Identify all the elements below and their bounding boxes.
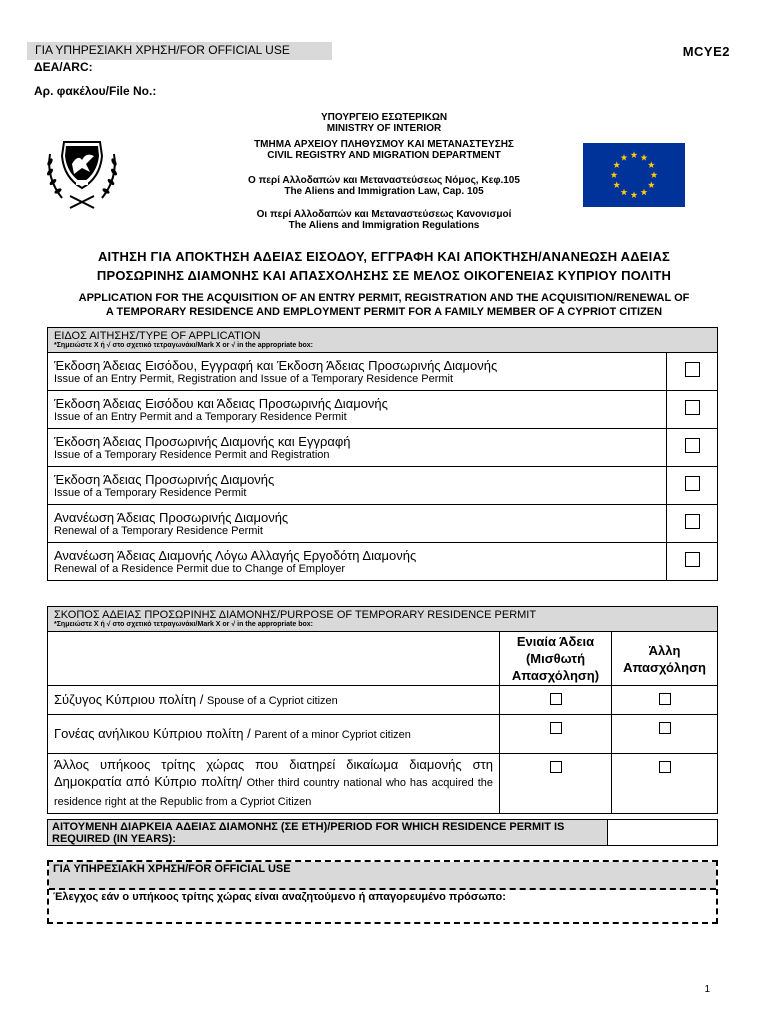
official-use-label: ΓΙΑ ΥΠΗΡΕΣΙΑΚΗ ΧΡΗΣΗ/FOR OFFICIAL USE	[35, 43, 290, 57]
application-option-row	[48, 429, 718, 467]
other-employment-checkbox[interactable]	[659, 761, 671, 773]
purpose-note: *Σημειώστε Χ ή √ στο σχετικό τετραγωνάκι/Mark X or √ in the appropriate box:	[54, 621, 313, 628]
application-option-row	[48, 505, 718, 543]
purpose-label-en: Other third country national who has acquired the residence right at the Republic from a Cypriot Citizen	[54, 777, 493, 808]
purpose-row	[48, 715, 718, 754]
option-checkbox[interactable]	[685, 438, 700, 453]
application-type-title: ΕΙΔΟΣ ΑΙΤΗΣΗΣ/TYPE OF APPLICATION	[54, 330, 261, 342]
option-checkbox[interactable]	[685, 476, 700, 491]
option-label-gr: Ανανέωση Άδειας Διαμονής Λόγω Αλλαγής Εργοδότη Διαμονής	[54, 547, 417, 563]
regulations-en: The Aliens and Immigration Regulations	[288, 220, 480, 231]
option-label-gr: Ανανέωση Άδειας Προσωρινής Διαμονής	[54, 509, 289, 525]
option-label-gr: Έκδοση Άδειας Προσωρινής Διαμονής	[54, 471, 275, 487]
dept-en: CIVIL REGISTRY AND MIGRATION DEPARTMENT	[267, 150, 501, 161]
application-option-row	[48, 391, 718, 429]
purpose-row	[48, 686, 718, 715]
purpose-col-single-permit: Ενιαία Άδεια (Μισθωτή Απασχόληση)	[500, 632, 612, 686]
application-type-heading	[48, 328, 718, 353]
official-use-strip	[27, 42, 332, 60]
single-permit-checkbox[interactable]	[550, 722, 562, 734]
file-no-label: Αρ. φακέλου/File No.:	[34, 84, 157, 98]
official-use-box	[47, 860, 718, 924]
option-checkbox[interactable]	[685, 400, 700, 415]
official-use-box-heading: ΓΙΑ ΥΠΗΡΕΣΙΑΚΗ ΧΡΗΣΗ/FOR OFFICIAL USE	[49, 862, 716, 890]
title-gr-line1: ΑΙΤΗΣΗ ΓΙΑ ΑΠΟΚΤΗΣΗ ΑΔΕΙΑΣ ΕΙΣΟΔΟΥ, ΕΓΓΡΑΦΗ ΚΑΙ ΑΠΟΚΤΗΣΗ/ΑΝΑΝΕΩΣΗ ΑΔΕΙΑΣ	[97, 249, 671, 264]
purpose-label-gr: Άλλος υπήκοος τρίτης χώρας που διατηρεί δικαίωμα διαμονής στη Δημοκρατία από Κύπριο πολίτη/	[54, 757, 493, 789]
title-en-line2: A TEMPORARY RESIDENCE AND EMPLOYMENT PERMIT FOR A FAMILY MEMBER OF A CYPRIOT CITIZEN	[105, 306, 663, 318]
option-checkbox[interactable]	[685, 514, 700, 529]
purpose-title: ΣΚΟΠΟΣ ΑΔΕΙΑΣ ΠΡΟΣΩΡΙΝΗΣ ΔΙΑΜΟΝΗΣ/PURPOSE OF TEMPORARY RESIDENCE PERMIT	[54, 609, 537, 621]
law-gr: Ο περί Αλλοδαπών και Μεταναστεύσεως Νόμος, Κεφ.105	[248, 175, 520, 186]
duration-row	[47, 819, 718, 846]
purpose-label-en: Parent of a minor Cypriot citizen	[254, 728, 411, 741]
purpose-heading	[48, 607, 718, 632]
purpose-row	[48, 754, 718, 814]
application-type-note: *Σημειώστε Χ ή √ στο σχετικό τετραγωνάκι/Mark X or √ in the appropriate box:	[54, 342, 313, 349]
purpose-label-gr: Σύζυγος Κύπριου πολίτη /	[54, 691, 207, 707]
other-employment-checkbox[interactable]	[659, 693, 671, 705]
ministry-en: MINISTRY OF INTERIOR	[326, 123, 442, 134]
ministry-gr: ΥΠΟΥΡΓΕΙΟ ΕΣΩΤΕΡΙΚΩΝ	[320, 112, 448, 123]
title-en-line1: APPLICATION FOR THE ACQUISITION OF AN ENTRY PERMIT, REGISTRATION AND THE ACQUISITION/RENEWAL OF	[78, 292, 690, 304]
option-label-en: Renewal of a Temporary Residence Permit	[54, 524, 263, 537]
option-label-gr: Έκδοση Άδειας Εισόδου και Άδειας Προσωρινής Διαμονής	[54, 395, 388, 411]
title-gr-line2: ΠΡΟΣΩΡΙΝΗΣ ΔΙΑΜΟΝΗΣ ΚΑΙ ΑΠΑΣΧΟΛΗΣΗΣ ΣΕ ΜΕΛΟΣ ΟΙΚΟΓΕΝΕΙΑΣ ΚΥΠΡΙΟΥ ΠΟΛΙΤΗ	[96, 268, 672, 283]
application-type-table	[47, 327, 718, 581]
regulations-gr: Οι περί Αλλοδαπών και Μεταναστεύσεως Κανονισμοί	[256, 209, 512, 220]
law-en: The Aliens and Immigration Law, Cap. 105	[284, 186, 484, 197]
option-label-en: Issue of an Entry Permit, Registration and Issue of a Temporary Residence Permit	[54, 372, 454, 385]
page-number: 1	[704, 984, 710, 995]
option-label-en: Issue of a Temporary Residence Permit and Registration	[54, 448, 330, 461]
purpose-blank-header	[48, 632, 500, 686]
option-label-en: Issue of a Temporary Residence Permit	[54, 486, 247, 499]
single-permit-checkbox[interactable]	[550, 693, 562, 705]
application-option-row	[48, 543, 718, 581]
duration-input[interactable]	[608, 820, 717, 845]
other-employment-checkbox[interactable]	[659, 722, 671, 734]
purpose-col-other-employment: Άλλη Απασχόληση	[612, 632, 718, 686]
arc-label: ΔΕΑ/ARC:	[34, 60, 93, 74]
form-code: MCYE2	[682, 44, 730, 59]
eu-flag-icon	[583, 143, 685, 207]
option-label-en: Issue of an Entry Permit and a Temporary Residence Permit	[54, 410, 347, 423]
purpose-table	[47, 606, 718, 814]
single-permit-checkbox[interactable]	[550, 761, 562, 773]
duration-label: ΑΙΤΟΥΜΕΝΗ ΔΙΑΡΚΕΙΑ ΑΔΕΙΑΣ ΔΙΑΜΟΝΗΣ (ΣΕ ΕΤΗ)/PERIOD FOR WHICH RESIDENCE PERMIT IS REQUIRED (IN YEARS):	[48, 820, 608, 845]
option-checkbox[interactable]	[685, 362, 700, 377]
dept-gr: ΤΜΗΜΑ ΑΡΧΕΙΟΥ ΠΛΗΘΥΣΜΟΥ ΚΑΙ ΜΕΤΑΝΑΣΤΕΥΣΗΣ	[254, 139, 514, 150]
official-use-box-text: Έλεγχος εάν ο υπήκοος τρίτης χώρας είναι αναζητούμενο ή απαγορευμένο πρόσωπο:	[53, 891, 506, 903]
option-label-gr: Έκδοση Άδειας Εισόδου, Εγγραφή και Έκδοση Άδειας Προσωρινής Διαμονής	[54, 357, 498, 373]
option-label-en: Renewal of a Residence Permit due to Change of Employer	[54, 562, 346, 575]
option-checkbox[interactable]	[685, 552, 700, 567]
purpose-label-en: Spouse of a Cypriot citizen	[206, 694, 338, 707]
application-option-row	[48, 353, 718, 391]
option-label-gr: Έκδοση Άδειας Προσωρινής Διαμονής και Εγγραφή	[54, 433, 351, 449]
application-option-row	[48, 467, 718, 505]
purpose-label-gr: Γονέας ανήλικου Κύπριου πολίτη /	[54, 725, 255, 741]
